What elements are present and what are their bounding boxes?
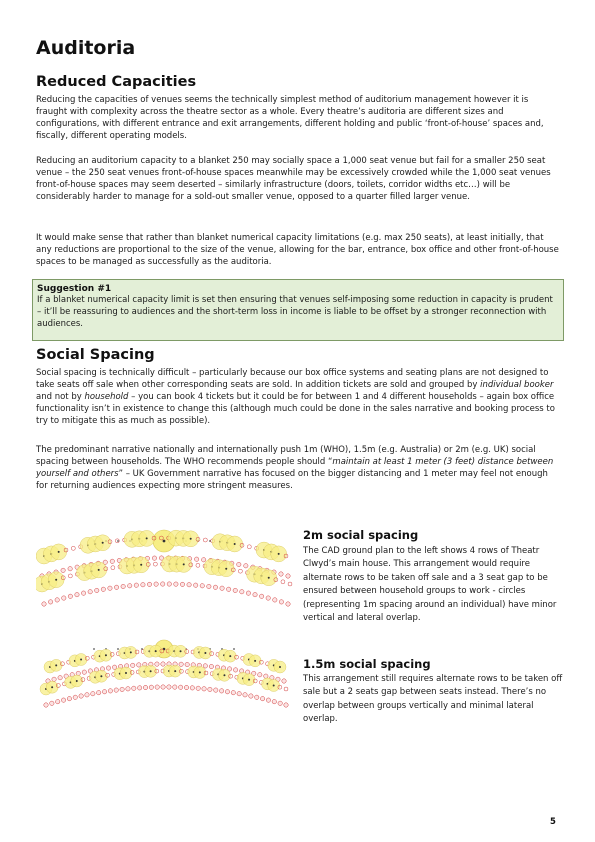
- suggestion-box: [32, 279, 564, 341]
- social-paragraph-2: The predominant narrative nationally and internationally push 1m (WHO), 1.5m (e.g. Australia) or 2m (e.g. UK) social spacing between households. The WHO recommends people should “maintain at least 1 meter (3 feet) distance between yourself and others” – UK Government narrative has focused on the bigger distancing and 1 meter may feel not enough for returning audiences expecting more stringent measures.: [36, 445, 554, 491]
- section-heading-social-spacing: Social Spacing: [36, 347, 155, 363]
- page-number: 5: [550, 817, 556, 827]
- seating-plan-2m-figure: [36, 526, 298, 634]
- seating-plan-1-5m-figure: [36, 637, 298, 745]
- social-paragraph-1: Social spacing is technically difficult – particularly because our box office systems and seating plans are not designed to take seats off sale when other corresponding seats are sold. In addition tickets are sold and grouped by individual booker and not by household – you can book 4 tickets but it could be for between 1 and 4 different households – again box office functionality isn’t in existence to change this (although much could be done in the sales narrative and booking process to try to mitigate this as much as possible).: [36, 368, 555, 426]
- figure-title-1-5m: 1.5m social spacing: [303, 657, 431, 671]
- figure-caption-2m: The CAD ground plan to the left shows 4 rows of Theatr Clwyd’s main house. This arrangement would require alternate rows to be taken off sale and a 3 seat gap to be ensured between household groups to work - circles (representing 1m spacing around an individual) have minor vertical and lateral overlap.: [303, 546, 557, 624]
- section-heading-reduced-capacities: Reduced Capacities: [36, 74, 197, 90]
- suggestion-text: If a blanket numerical capacity limit is set then ensuring that venues self-imposing some reduction in capacity is prudent – it’ll be reassuring to audiences and the short-term loss in income is liable to be offset by a stronger reconnection with audiences.: [37, 295, 553, 329]
- suggestion-title: Suggestion #1: [37, 284, 112, 294]
- figure-caption-1-5m: This arrangement still requires alternate rows to be taken off sale but a 2 seats gap between seats instead. There’s no overlap between groups vertically and minimal lateral overlap.: [303, 674, 563, 725]
- page-title: Auditoria: [36, 37, 136, 59]
- reduced-paragraph-1: Reducing the capacities of venues seems the technically simplest method of auditorium management however it is fraught with complexity across the theatre sector as a whole. Every theatre’s auditoria are different sizes and configurations, with different entrance and exit arrangements, different holding and public ‘front-of-house’ spaces and, fiscally, different operating models.: [36, 95, 544, 141]
- reduced-paragraph-2: Reducing an auditorium capacity to a blanket 250 may socially space a 1,000 seat venue but fail for a smaller 250 seat venue – the 250 seat venues front-of-house spaces meanwhile may be excessively crowded while the 1,000 seat venues front-of-house spaces may seem deserted – similarly infrastructure (doors, toilets, corridor widths etc…) will be considerably harder to manage for a sold-out smaller venue, opposed to a quarter filled larger venue.: [36, 156, 551, 202]
- figure-title-2m: 2m social spacing: [303, 528, 419, 542]
- reduced-paragraph-3: It would make sense that rather than blanket numerical capacity limitations (e.g. max 250 seats), at least initially, that any reductions are proportional to the size of the venue, allowing for the bar, entrance, box office and other front-of-house spaces to be managed as successfully as the auditoria.: [36, 233, 559, 267]
